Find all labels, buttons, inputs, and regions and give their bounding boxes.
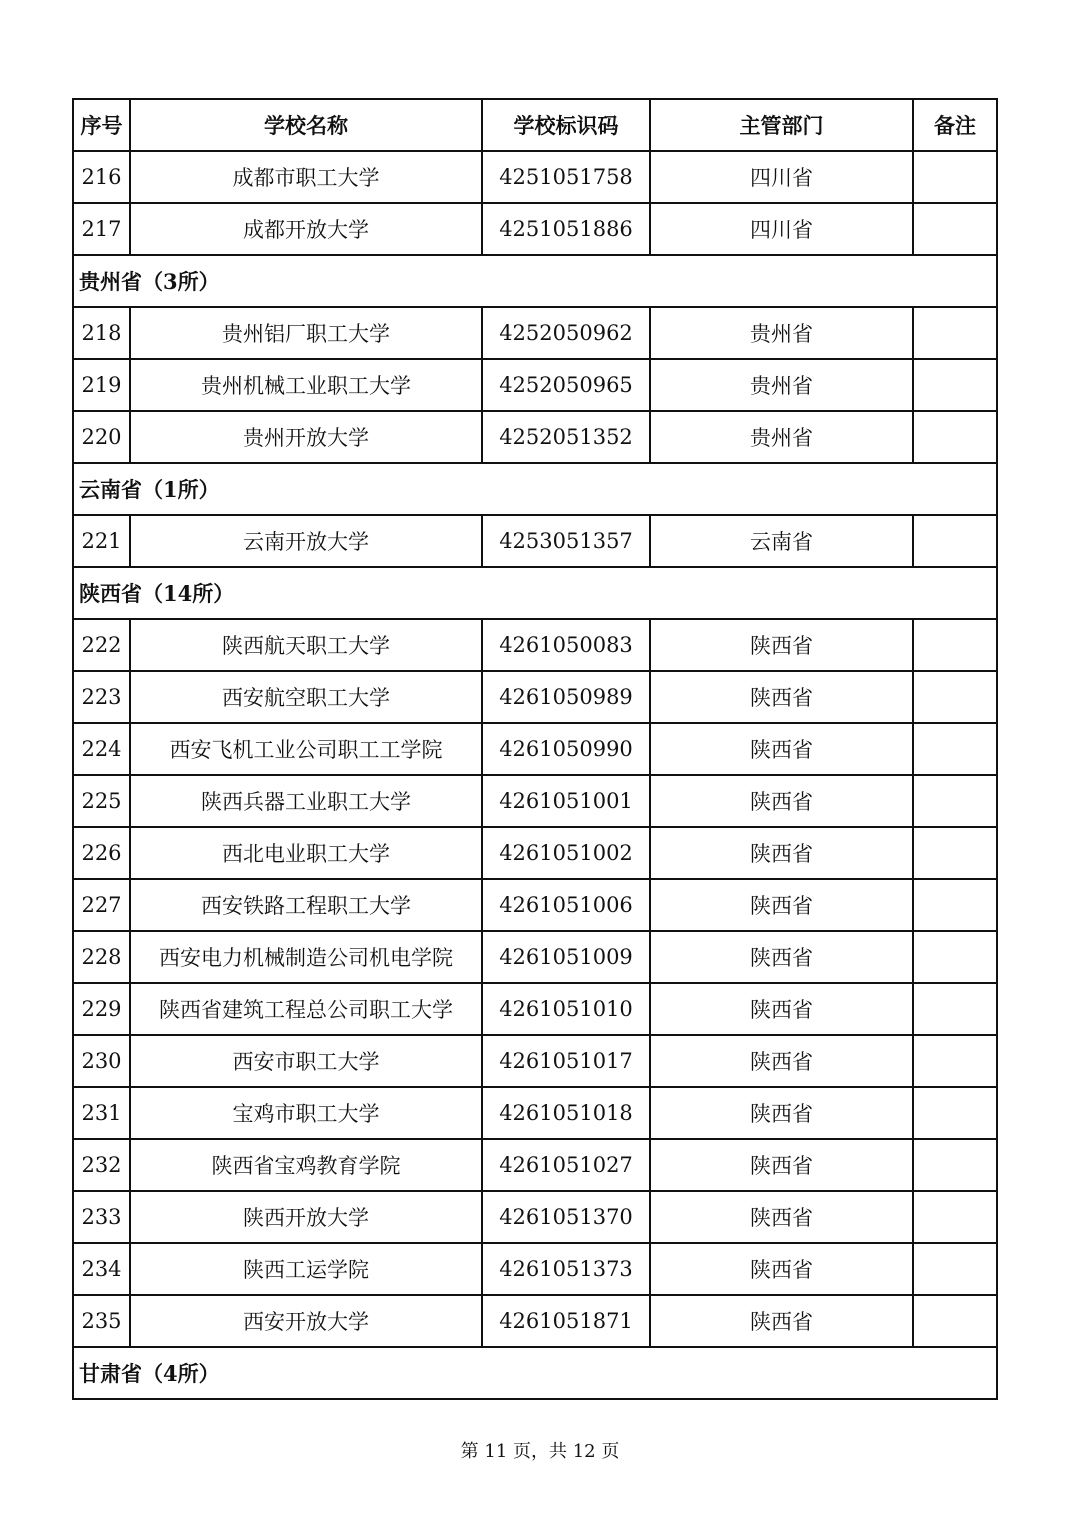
cell-school-name: 贵州机械工业职工大学 [130,359,482,411]
cell-index: 225 [73,775,130,827]
cell-school-name: 贵州铝厂职工大学 [130,307,482,359]
cell-department: 贵州省 [650,359,913,411]
cell-school-name: 成都市职工大学 [130,151,482,203]
cell-index: 219 [73,359,130,411]
cell-school-name: 西安市职工大学 [130,1035,482,1087]
cell-department: 陕西省 [650,1087,913,1139]
cell-department: 陕西省 [650,1243,913,1295]
cell-school-code: 4261051010 [482,983,650,1035]
cell-school-name: 陕西省建筑工程总公司职工大学 [130,983,482,1035]
group-row [73,1347,997,1399]
cell-school-code: 4261051027 [482,1139,650,1191]
table-row [73,775,997,827]
cell-note [913,931,997,983]
cell-index: 227 [73,879,130,931]
cell-school-code: 4253051357 [482,515,650,567]
group-label: 云南省（1所） [73,463,997,515]
cell-school-name: 陕西兵器工业职工大学 [130,775,482,827]
group-row [73,255,997,307]
cell-note [913,515,997,567]
cell-school-code: 4261050990 [482,723,650,775]
cell-note [913,619,997,671]
cell-department: 陕西省 [650,1139,913,1191]
cell-note [913,983,997,1035]
table-row [73,1191,997,1243]
table-row [73,1295,997,1347]
cell-department: 陕西省 [650,879,913,931]
cell-school-name: 西北电业职工大学 [130,827,482,879]
cell-note [913,1139,997,1191]
school-table [72,98,998,1400]
cell-index: 230 [73,1035,130,1087]
table-row [73,931,997,983]
cell-department: 陕西省 [650,723,913,775]
cell-department: 陕西省 [650,671,913,723]
cell-index: 229 [73,983,130,1035]
cell-department: 四川省 [650,203,913,255]
table-row [73,359,997,411]
cell-note [913,775,997,827]
cell-school-code: 4261051009 [482,931,650,983]
table-row [73,827,997,879]
header-note: 备注 [913,99,997,151]
cell-department: 四川省 [650,151,913,203]
table-row [73,1087,997,1139]
table-row [73,151,997,203]
table-row [73,619,997,671]
table-row [73,723,997,775]
cell-index: 218 [73,307,130,359]
table-row [73,879,997,931]
cell-note [913,307,997,359]
table-row [73,307,997,359]
cell-school-code: 4261051018 [482,1087,650,1139]
cell-school-code: 4261051871 [482,1295,650,1347]
cell-index: 228 [73,931,130,983]
cell-index: 217 [73,203,130,255]
table-row [73,1035,997,1087]
cell-school-code: 4252051352 [482,411,650,463]
table-row [73,1243,997,1295]
cell-index: 232 [73,1139,130,1191]
cell-department: 陕西省 [650,775,913,827]
cell-school-name: 西安飞机工业公司职工工学院 [130,723,482,775]
table-row [73,983,997,1035]
table-row [73,411,997,463]
cell-school-name: 陕西工运学院 [130,1243,482,1295]
cell-school-name: 西安铁路工程职工大学 [130,879,482,931]
cell-school-code: 4261051002 [482,827,650,879]
cell-school-code: 4261051017 [482,1035,650,1087]
group-row [73,567,997,619]
header-school-name: 学校名称 [130,99,482,151]
cell-note [913,879,997,931]
page-footer: 第 11 页，共 12 页 [460,1441,620,1462]
cell-school-name: 陕西省宝鸡教育学院 [130,1139,482,1191]
group-row [73,463,997,515]
cell-school-code: 4251051886 [482,203,650,255]
cell-index: 235 [73,1295,130,1347]
cell-note [913,203,997,255]
cell-index: 220 [73,411,130,463]
cell-school-name: 西安开放大学 [130,1295,482,1347]
cell-school-code: 4251051758 [482,151,650,203]
cell-department: 贵州省 [650,411,913,463]
cell-note [913,1035,997,1087]
cell-school-name: 陕西开放大学 [130,1191,482,1243]
table-header-row [73,99,997,151]
cell-school-name: 宝鸡市职工大学 [130,1087,482,1139]
group-label: 陕西省（14所） [73,567,997,619]
group-label: 甘肃省（4所） [73,1347,997,1399]
table-body [73,151,997,1399]
cell-school-name: 陕西航天职工大学 [130,619,482,671]
header-index: 序号 [73,99,130,151]
header-school-code: 学校标识码 [482,99,650,151]
cell-note [913,1243,997,1295]
cell-index: 231 [73,1087,130,1139]
cell-school-code: 4252050962 [482,307,650,359]
cell-index: 221 [73,515,130,567]
cell-index: 222 [73,619,130,671]
cell-school-code: 4261051373 [482,1243,650,1295]
cell-index: 233 [73,1191,130,1243]
cell-note [913,1087,997,1139]
cell-department: 贵州省 [650,307,913,359]
cell-note [913,411,997,463]
cell-department: 陕西省 [650,1035,913,1087]
cell-index: 223 [73,671,130,723]
cell-school-code: 4261050989 [482,671,650,723]
cell-note [913,723,997,775]
table-row [73,515,997,567]
table-row [73,203,997,255]
cell-index: 224 [73,723,130,775]
cell-school-name: 西安航空职工大学 [130,671,482,723]
cell-school-name: 云南开放大学 [130,515,482,567]
cell-department: 陕西省 [650,827,913,879]
cell-department: 陕西省 [650,983,913,1035]
cell-index: 216 [73,151,130,203]
header-department: 主管部门 [650,99,913,151]
cell-note [913,671,997,723]
cell-note [913,827,997,879]
cell-note [913,151,997,203]
cell-school-code: 4261051001 [482,775,650,827]
cell-school-code: 4261050083 [482,619,650,671]
cell-note [913,1191,997,1243]
cell-department: 陕西省 [650,1191,913,1243]
cell-school-name: 成都开放大学 [130,203,482,255]
cell-department: 陕西省 [650,1295,913,1347]
cell-department: 陕西省 [650,931,913,983]
cell-school-code: 4261051006 [482,879,650,931]
cell-department: 云南省 [650,515,913,567]
table-row [73,1139,997,1191]
cell-school-code: 4252050965 [482,359,650,411]
cell-school-code: 4261051370 [482,1191,650,1243]
cell-index: 226 [73,827,130,879]
cell-note [913,1295,997,1347]
cell-school-name: 西安电力机械制造公司机电学院 [130,931,482,983]
cell-index: 234 [73,1243,130,1295]
cell-department: 陕西省 [650,619,913,671]
table-row [73,671,997,723]
group-label: 贵州省（3所） [73,255,997,307]
cell-school-name: 贵州开放大学 [130,411,482,463]
cell-note [913,359,997,411]
